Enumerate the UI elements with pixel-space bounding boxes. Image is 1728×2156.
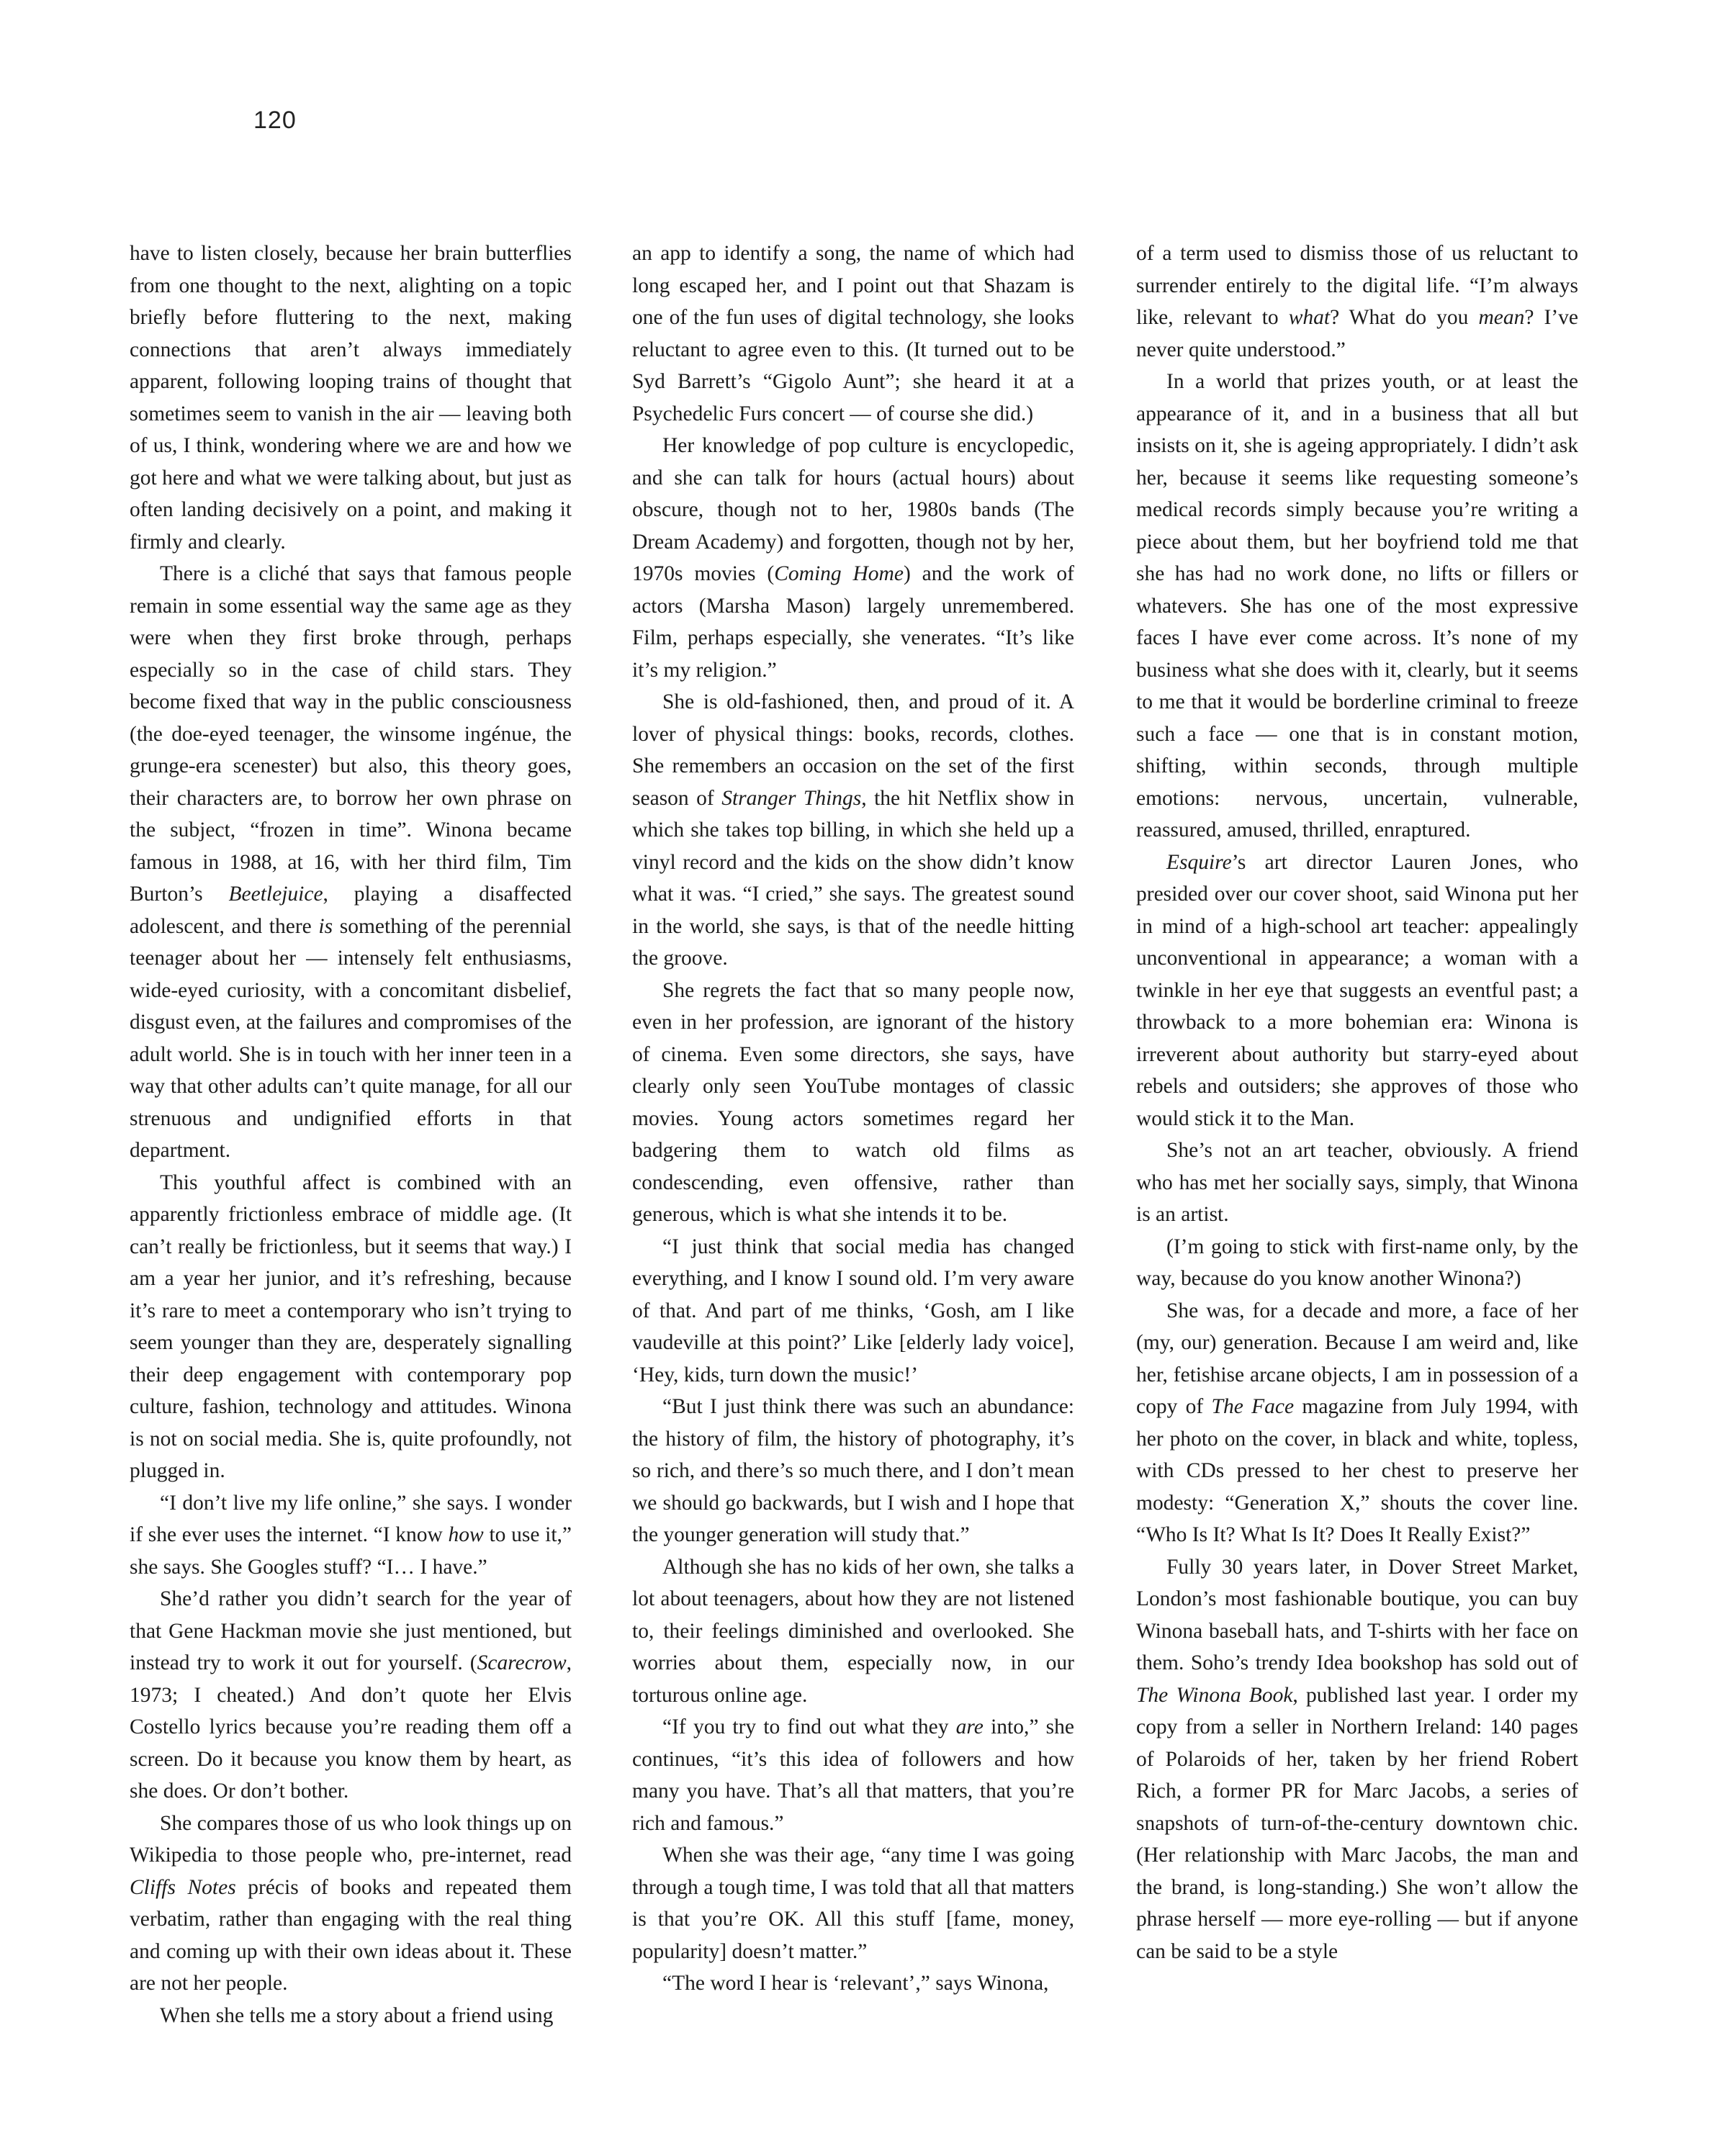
paragraph [1136,366,1578,847]
italic-text: Cliffs Notes [130,1875,236,1899]
italic-text: are [955,1715,984,1738]
italic-text: Stranger Things [721,786,862,810]
paragraph-text: magazine from July 1994, with her photo on the cover, in black and white, topless, with CDs pressed to her chest to preserve her modesty: “Generation X,” shouts the cover line. “Who Is It? What Is It? Does It Really Exist?” [1136,1395,1578,1546]
paragraph-text: précis of books and repeated them verbatim, rather than engaging with the real thing and coming up with their own ideas about it. These are not her people. [130,1875,572,1995]
paragraph-text: There is a cliché that says that famous people remain in some essential way the same age as they were when they first broke through, perhaps especially so in the case of child stars. They become fixed that way in the public consciousness (the doe-eyed teenager, the winsome ingénue, the grunge-era scenester) but also, this theory goes, their characters are, to borrow her own phrase on the subject, “frozen in time”. Winona became famous in 1988, at 16, with her third film, Tim Burton’s [130,562,572,906]
italic-text: is [318,914,333,938]
paragraph-text: She’d rather you didn’t search for the year of that Gene Hackman movie she just mentioned, but instead try to work it out for yourself. ( [130,1587,572,1674]
paragraph [1136,1551,1578,1968]
paragraph-text: She regrets the fact that so many people now, even in her profession, are ignorant of the history of cinema. Even some directors, she says, have clearly only seen YouTube montages of classic movies. Young actors sometimes regard her badgering them to watch old films as condescending, even offensive, rather than generous, which is what she intends it to be. [632,978,1074,1226]
paragraph [130,558,572,1167]
paragraph-text: ? I’ve never quite understood.” [1136,306,1578,361]
paragraph-text: “The word I hear is ‘relevant’,” says Winona, [662,1972,1049,1995]
paragraph [632,1391,1074,1551]
paragraph-text: (I’m going to stick with first-name only, by the way, because do you know another Winona?) [1136,1235,1578,1290]
paragraph-text: “But I just think there was such an abundance: the history of film, the history of photography, it’s so rich, and there’s so much there, and I don’t mean we should go backwards, but I wish and I hope that the younger generation will study that.” [632,1395,1074,1546]
paragraph-text: of a term used to dismiss those of us reluctant to surrender entirely to the digital life. “I’m always like, relevant to [1136,242,1578,329]
paragraph [1136,1295,1578,1551]
paragraph [632,1711,1074,1839]
paragraph-text: She’s not an art teacher, obviously. A friend who has met her socially says, simply, that Winona is an artist. [1136,1139,1578,1226]
italic-text: Coming Home [774,562,904,585]
italic-text: The Face [1211,1395,1295,1418]
paragraph-text: , published last year. I order my copy from a seller in Northern Ireland: 140 pages of Polaroids of her, taken by her friend Robert Rich, a former PR for Marc Jacobs, a series of snapshots of turn-of-the-century downtown chic. (Her relationship with Marc Jacobs, the man and the brand, is long-standing.) She won’t allow the phrase herself — more eye-rolling — but if anyone can be said to be a style [1136,1683,1578,1963]
paragraph-text: “If you try to find out what they [662,1715,956,1738]
paragraph [130,238,572,558]
paragraph-text: ? What do you [1330,306,1479,329]
paragraph-text: ’s art director Lauren Jones, who presided over our cover shoot, said Winona put her in mind of a high-school art teacher: appealingly unconventional in appearance; a woman with a twinkle in her eye that suggests an eventful past; a throwback to a more bohemian era: Winona is irreverent about authority but starry-eyed about rebels and outsiders; she approves of those who would stick it to the Man. [1136,850,1578,1130]
paragraph [1136,1231,1578,1295]
italic-text: what [1288,306,1331,329]
paragraph-text: When she was their age, “any time I was going through a tough time, I was told that all that matters is that you’re OK. All this stuff [fame, money, popularity] doesn’t matter.” [632,1844,1074,1963]
paragraph-text: In a world that prizes youth, or at least the appearance of it, and in a business that all but insists on it, she is ageing appropriately. I didn’t ask her, because it seems like requesting someone’s medical records simply because you’re writing a piece about them, but her boyfriend told me that she has had no work done, no lifts or fillers or whatevers. She has one of the most expressive faces I have ever come across. It’s none of my business what she does with it, clearly, but it seems to me that it would be borderline criminal to freeze such a face — one that is in constant motion, shifting, within seconds, through multiple emotions: nervous, uncertain, vulnerable, reassured, amused, thrilled, enraptured. [1136,370,1578,842]
italic-text: The Winona Book [1136,1683,1293,1707]
paragraph-text: “I just think that social media has changed everything, and I know I sound old. I’m very aware of that. And part of me thinks, ‘Gosh, am I like vaudeville at this point?’ Like [elderly lady voice], ‘Hey, kids, turn down the music!’ [632,1235,1074,1386]
paragraph [130,2000,572,2032]
italic-text: Beetlejuice [228,883,323,906]
paragraph [1136,238,1578,366]
paragraph-text: Fully 30 years later, in Dover Street Market, London’s most fashionable boutique, you can buy Winona baseball hats, and T-shirts with her face on them. Soho’s trendy Idea bookshop has sold out of [1136,1555,1578,1674]
paragraph [130,1487,572,1584]
paragraph [1136,847,1578,1135]
paragraph [632,1231,1074,1392]
paragraph-text: Her knowledge of pop culture is encyclopedic, and she can talk for hours (actual hours) about obscure, though not to her, 1980s bands (The Dream Academy) and forgotten, though not by her, 1970s movies ( [632,434,1074,585]
article-column-1 [130,238,572,2031]
paragraph-text: Although she has no kids of her own, she talks a lot about teenagers, about how they are not listened to, their feelings diminished and overlooked. She worries about them, especially now, in our torturous online age. [632,1555,1074,1707]
paragraph-text: When she tells me a story about a friend using [160,2003,554,2027]
paragraph [632,686,1074,975]
paragraph-text: , playing a disaffected adolescent, and there [130,883,572,938]
article-column-2 [632,238,1074,2000]
article-column-3 [1136,238,1578,1967]
italic-text: Esquire [1166,850,1232,874]
paragraph [130,1167,572,1487]
paragraph [632,238,1074,430]
paragraph-text: have to listen closely, because her brain butterflies from one thought to the next, alighting on a topic briefly before fluttering to the next, making connections that aren’t always immediately apparent, following looping trains of thought that sometimes seem to vanish in the air — leaving both of us, I think, wondering where we are and how we got here and what we were talking about, but just as often landing decisively on a point, and making it firmly and clearly. [130,242,572,554]
paragraph [130,1808,572,2000]
paragraph-text: “I don’t live my life online,” she says. I wonder if she ever uses the internet. “I know [130,1491,572,1546]
paragraph [632,1551,1074,1712]
paragraph-text: to use it,” she says. She Googles stuff? “I… I have.” [130,1523,572,1579]
paragraph-text: She was, for a decade and more, a face of her (my, our) generation. Because I am weird and, like her, fetishise arcane objects, I am in possession of a copy of [1136,1299,1578,1418]
paragraph [632,1967,1074,2000]
paragraph-text: into,” she continues, “it’s this idea of followers and how many you have. That’s all that matters, that you’re rich and famous.” [632,1715,1074,1835]
paragraph [632,430,1074,686]
paragraph [1136,1135,1578,1231]
paragraph-text: , 1973; I cheated.) And don’t quote her Elvis Costello lyrics because you’re reading them off a screen. Do it because you know them by heart, as she does. Or don’t bother. [130,1651,572,1803]
paragraph-text: This youthful affect is combined with an apparently frictionless embrace of middle age. (It can’t really be frictionless, but it seems that way.) I am a year her junior, and it’s refreshing, because it’s rare to meet a contemporary who isn’t trying to seem younger than they are, desperately signalling their deep engagement with contemporary pop culture, fashion, technology and attitudes. Winona is not on social media. She is, quite profoundly, not plugged in. [130,1171,572,1482]
paragraph-text: an app to identify a song, the name of which had long escaped her, and I point out that Shazam is one of the fun uses of digital technology, she looks reluctant to agree even to this. (It turned out to be Syd Barrett’s “Gigolo Aunt”; she heard it at a Psychedelic Furs concert — of course she did.) [632,242,1074,425]
paragraph-text: something of the perennial teenager about her — intensely felt enthusiasms, wide-eyed curiosity, with a concomitant disbelief, disgust even, at the failures and compromises of the adult world. She is in touch with her inner teen in a way that other adults can’t quite manage, for all our strenuous and undignified efforts in that department. [130,914,572,1162]
paragraph [632,1839,1074,1967]
italic-text: mean [1478,306,1525,329]
paragraph-text: , the hit Netflix show in which she takes top billing, in which she held up a vinyl record and the kids on the show didn’t know what it was. “I cried,” she says. The greatest sound in the world, she says, is that of the needle hitting the groove. [632,786,1074,970]
page-number: 120 [253,107,297,134]
italic-text: how [448,1523,484,1546]
paragraph [632,975,1074,1231]
italic-text: Scarecrow [477,1651,567,1674]
paragraph-text: She compares those of us who look things up on Wikipedia to those people who, pre-internet, read [130,1811,572,1867]
paragraph [130,1583,572,1808]
paragraph-text: She is old-fashioned, then, and proud of it. A lover of physical things: books, records, clothes. She remembers an occasion on the set of the first season of [632,690,1074,810]
paragraph-text: ) and the work of actors (Marsha Mason) largely unremembered. Film, perhaps especially, she venerates. “It’s like it’s my religion.” [632,562,1074,682]
